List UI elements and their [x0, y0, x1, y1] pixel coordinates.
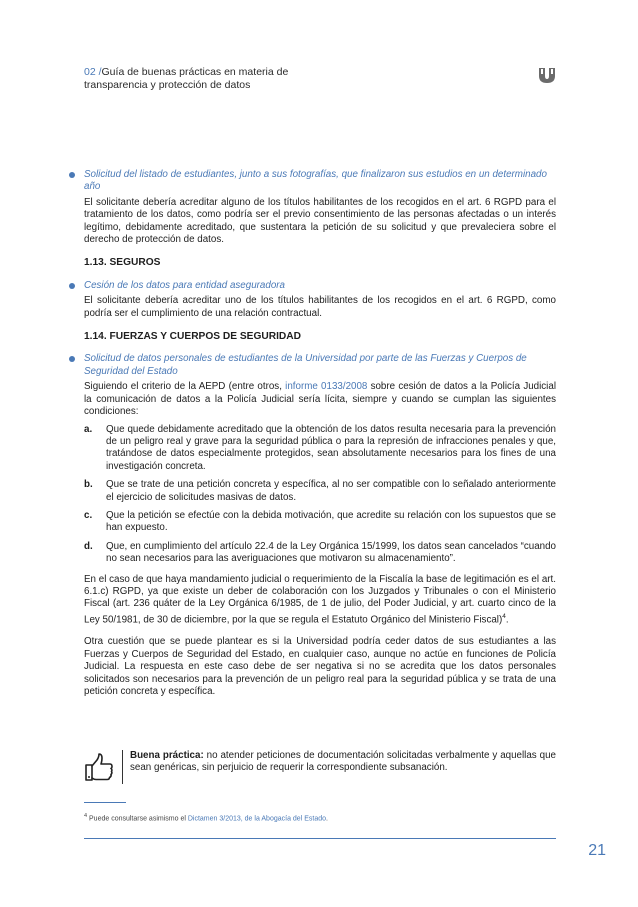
- page-header: [84, 66, 344, 92]
- list-item: [84, 541, 556, 566]
- list-text: Que quede debidamente acreditado que la obtención de los datos resulta necesaria para la prevención de un peligro real y grave para la seguridad pública o para la represión de infracciones penales y que, tratándose de datos especialmente protegidos, sean absolutamente necesarios para los fines de una investigación concreta.: [106, 423, 556, 472]
- conditions-list: [84, 424, 556, 566]
- list-label: b.: [84, 479, 93, 491]
- footnote: [84, 812, 556, 823]
- item-estudiantes: [84, 169, 556, 246]
- list-label: a.: [84, 423, 93, 435]
- bullet-icon: [69, 172, 75, 178]
- main-content: [84, 169, 556, 698]
- footnote-marker: 4: [84, 813, 88, 819]
- list-text: Que la petición se efectúe con la debida motivación, que acredite su relación con los supuestos que se han expuesto.: [106, 509, 556, 534]
- paragraph-otra-cuestion: Otra cuestión que se puede plantear es si la Universidad podría ceder datos de sus estudiantes a las Fuerzas y Cuerpos de Seguridad del Estado, en cualquier caso, aunque no actúe en funciones de Policía Judicial. La respuesta en este caso debe de ser negativa si no se acredita que los datos personales solicitados son necesarios para la prevención de un peligro real para la seguridad pública y se trata de una petición concreta y específica.: [84, 636, 556, 698]
- bullet-icon: [69, 356, 75, 362]
- dictamen-link[interactable]: Dictamen 3/2013, de la Abogacía del Estado: [187, 815, 326, 823]
- item-intro: [84, 381, 556, 418]
- page-number: 21: [588, 842, 606, 859]
- list-label: c.: [84, 509, 93, 521]
- intro-text: sobre cesión de datos a la Policía Judicial la comunicación de datos a la Policía Judicial sería lícita, siempre y cuando se cumplan las siguientes condiciones:: [84, 381, 556, 418]
- divider: [122, 750, 123, 784]
- bullet-icon: [69, 283, 75, 289]
- paragraph-text: .: [505, 614, 509, 626]
- item-body: El solicitante debería acreditar uno de los títulos habilitantes de los recogidos en el art. 6 RGPD, como podría ser el cumplimiento de una relación contractual.: [84, 295, 556, 319]
- university-logo-icon: [538, 66, 556, 84]
- paragraph-text: En el caso de que haya mandamiento judicial o requerimiento de la Fiscalía la base de legitimación es el art. 6.1.c) RGPD, ya que existe un deber de colaboración con los Juzgados y Tribunales o con el Ministerio Fiscal (art. 236 quáter de la Ley Orgánica 6/1985, de 1 de julio, del Poder Judicial, y art. cuarto cinco de la Ley 50/1981, de 30 de diciembre, por la que se regula el Estatuto Orgánico del Ministerio Fiscal): [84, 573, 556, 626]
- header-title-line2: transparencia y protección de datos: [84, 79, 251, 91]
- chapter-number: 02 /: [84, 66, 102, 78]
- footer-rule: [84, 838, 556, 839]
- item-lead: Solicitud de datos personales de estudiantes de la Universidad por parte de las Fuerzas y Cuerpos de Seguridad del Estado: [84, 353, 527, 377]
- item-seguros: [84, 280, 556, 320]
- good-practice-text: [130, 750, 556, 775]
- item-lead: Solicitud del listado de estudiantes, junto a sus fotografías, que finalizaron sus estudios en un determinado año: [84, 169, 547, 193]
- item-lead: Cesión de los datos para entidad aseguradora: [84, 279, 285, 291]
- good-practice-box: [84, 750, 556, 786]
- footnote-separator: [84, 802, 126, 803]
- section-heading-fuerzas: 1.14. FUERZAS Y CUERPOS DE SEGURIDAD: [84, 331, 302, 343]
- list-item: [84, 424, 556, 474]
- footnote-ref[interactable]: 4: [502, 612, 506, 620]
- section-heading-seguros: 1.13. SEGUROS: [84, 257, 161, 269]
- good-practice-label: Buena práctica:: [130, 750, 204, 761]
- thumbs-up-icon: [84, 752, 114, 782]
- list-item: [84, 510, 556, 535]
- informe-link[interactable]: informe 0133/2008: [285, 381, 368, 393]
- footnote-text: Puede consultarse asimismo el: [87, 815, 188, 823]
- intro-text: Siguiendo el criterio de la AEPD (entre otros,: [84, 381, 286, 393]
- list-label: d.: [84, 540, 93, 552]
- paragraph-mandamiento: [84, 574, 556, 627]
- list-item: [84, 479, 556, 504]
- list-text: Que se trate de una petición concreta y específica, al no ser compatible con lo señalado anteriormente el ejercicio de solicitudes masivas de datos.: [106, 479, 556, 503]
- header-title-line1: Guía de buenas prácticas en materia de: [101, 66, 289, 78]
- item-fuerzas: [84, 353, 556, 698]
- item-body: El solicitante debería acreditar alguno de los títulos habilitantes de los recogidos en el art. 6 RGPD para el tratamiento de los datos, como podría ser el previo consentimiento de las personas afectadas o un interés legítimo, debidamente acreditado, que sustentara la petición de su solicitud y que prevaleciera sobre el derecho de protección de datos.: [84, 196, 556, 246]
- list-text: Que, en cumplimiento del artículo 22.4 de la Ley Orgánica 15/1999, los datos sean cancelados “cuando no sean necesarios para las averiguaciones que motivaron su almacenamiento”.: [106, 540, 556, 565]
- good-practice-body: no atender peticiones de documentación solicitadas verbalmente y aquellas que sean genéricas, sin perjuicio de requerir la correspondiente subsanación.: [130, 750, 556, 774]
- footnote-text: .: [326, 815, 328, 823]
